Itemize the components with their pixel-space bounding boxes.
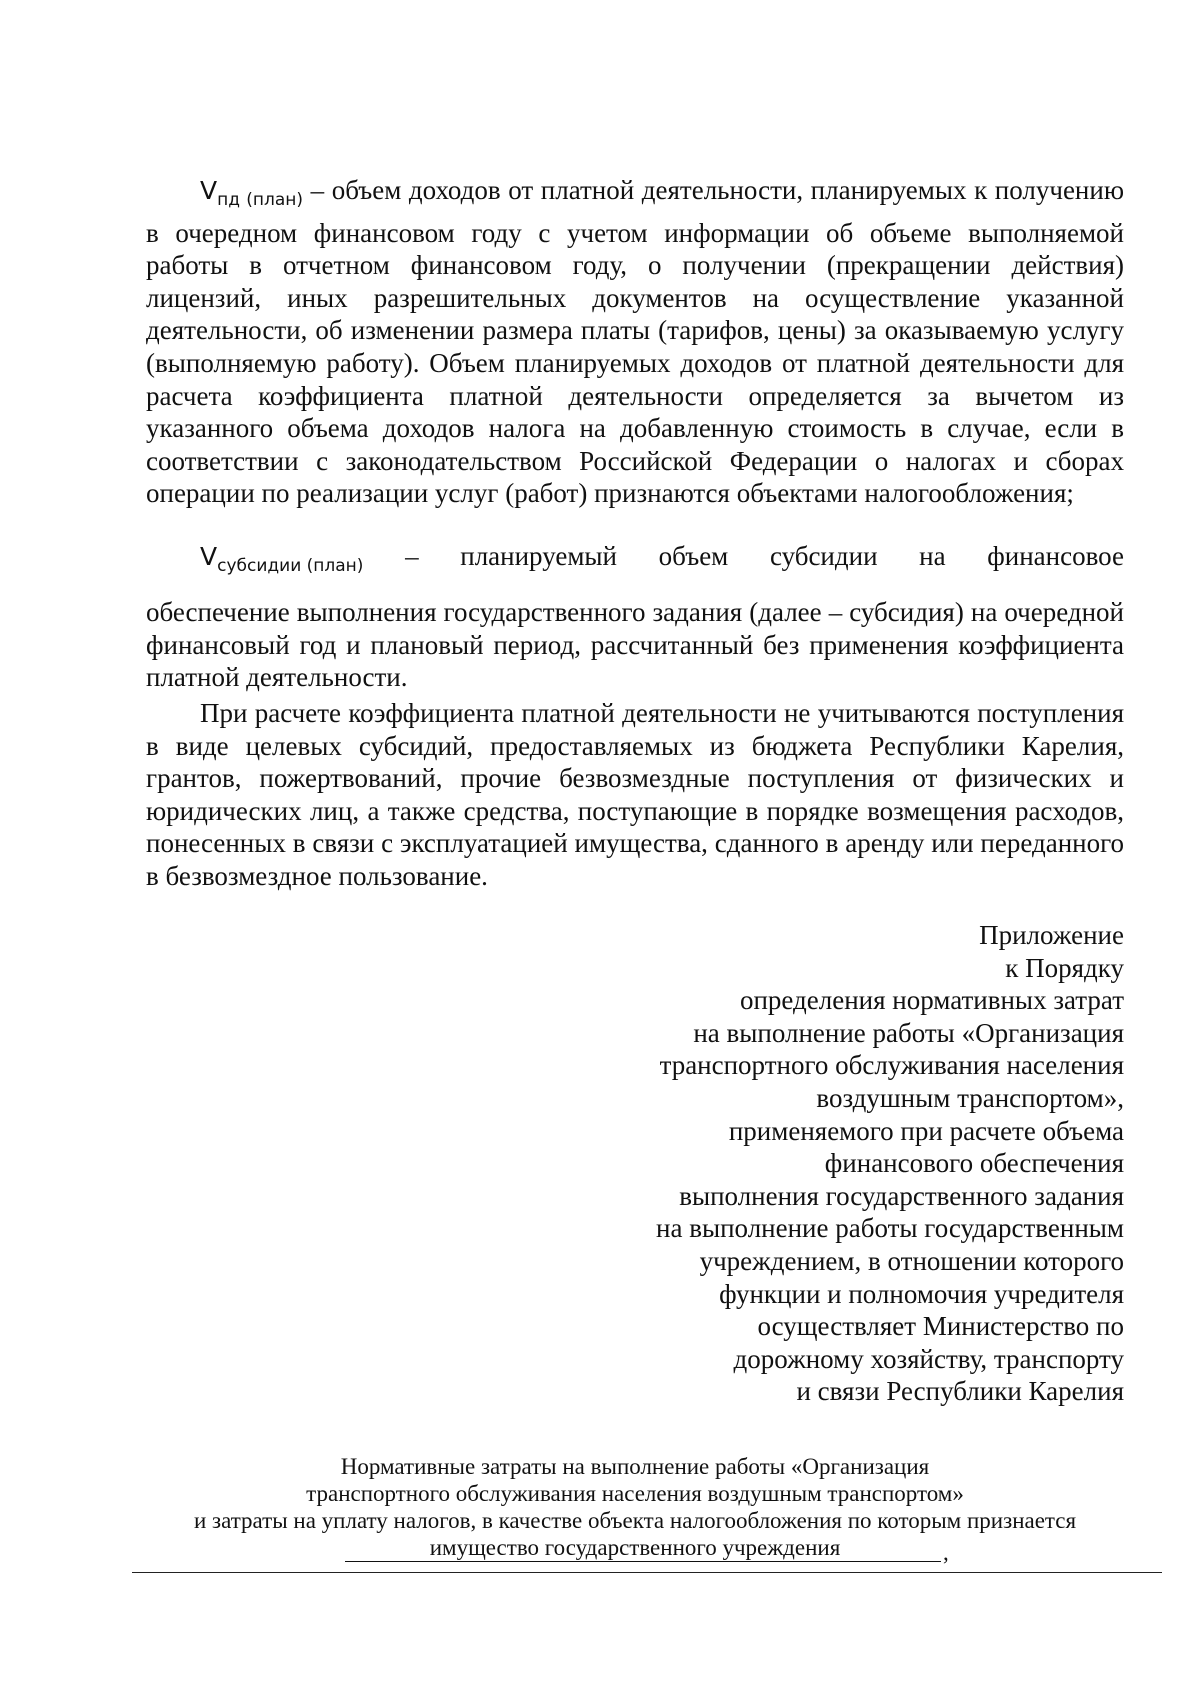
appendix-header [524,919,1124,1408]
appendix-line: применяемого при расчете объема [728,1115,1124,1146]
formula-term [200,540,363,583]
paragraph: При расчете коэффициента платной деятельности не учитываются поступления в виде целевых субсидий, предоставляемых из бюджета Республики Карелия, грантов, пожертвований, прочие безвозмездные поступления от физических и юридических лиц, а также средства, поступающие в порядке возмещения расходов, понесенных в связи с эксплуатацией имущества, сданного в аренду или переданного в безвозмездное пользование. [146,698,1124,891]
exclusions-paragraph [146,697,1124,893]
appendix-line: на выполнение работы «Организация [693,1017,1124,1048]
word: финансовое [987,541,1124,571]
title-line: и затраты на уплату налогов, в качестве объекта налогообложения по которым признается [193,1508,1077,1533]
title-line: транспортного обслуживания населения воздушным транспортом» [306,1481,964,1506]
word: объем [658,541,729,571]
institution-name-blank [345,1539,949,1566]
appendix-line: к Порядку [1005,952,1124,983]
word: на [919,541,946,571]
word: – [405,541,419,571]
definition-text: – объем доходов от платной деятельности, планируемых к получению в очередном финансовом году с учетом информации об объеме выполняемой работы в отчетном финансовом году, о получении (прекращении действия) лицензий, иных разрешительных документов на осуществление указанной деятельности, об изменении размера платы (тарифов, цены) за оказываемую услугу (выполняемую работу). Объем планируемых доходов от платной деятельности для расчета коэффициента платной деятельности определяется за вычетом из указанного объема доходов налога на добавленную стоимость в случае, если в соответствии с законодательством Российской Федерации о налогах и сборах операции по реализации услуг (работ) признаются объектами налогообложения; [146,175,1124,509]
formula-subscript: пд (план) [217,190,304,210]
title-line: имущество государственного учреждения [429,1535,841,1560]
definition-v-subsidy-plan-continuation [146,596,1124,694]
appendix-line: дорожному хозяйству, транспорту [733,1343,1124,1374]
appendix-line: Приложение [979,920,1124,950]
appendix-line: транспортного обслуживания населения [659,1050,1124,1081]
formula-symbol: V [200,176,218,205]
appendix-line: учреждением, в отношении которого [699,1245,1124,1276]
appendix-line: финансового обеспечения [824,1148,1124,1179]
definition-v-pd-plan [146,174,1124,510]
page-divider [132,1572,1162,1573]
word: субсидии [769,541,878,571]
appendix-line: определения нормативных затрат [739,985,1124,1016]
appendix-line: функции и полномочия учредителя [719,1278,1124,1309]
blank-comma: , [943,1540,949,1565]
title-line: Нормативные затраты на выполнение работы «Организация [340,1454,930,1479]
word: планируемый [460,541,618,571]
formula-subscript: субсидии (план) [217,556,364,576]
formula-symbol: V [200,542,218,571]
appendix-line: и связи Республики Карелия [796,1376,1124,1407]
appendix-line: воздушным транспортом», [816,1082,1124,1113]
definition-v-subsidy-plan-header [200,540,1124,583]
paragraph [146,174,1124,510]
appendix-line: выполнения государственного задания [679,1180,1124,1211]
blank-underline [345,1561,941,1562]
paragraph: обеспечение выполнения государственного задания (далее – субсидия) на очередной финансовый год и плановый период, рассчитанный без применения коэффициента платной деятельности. [146,597,1124,693]
appendix-line: осуществляет Министерство по [757,1311,1124,1342]
appendix-line: на выполнение работы государственным [656,1213,1124,1244]
